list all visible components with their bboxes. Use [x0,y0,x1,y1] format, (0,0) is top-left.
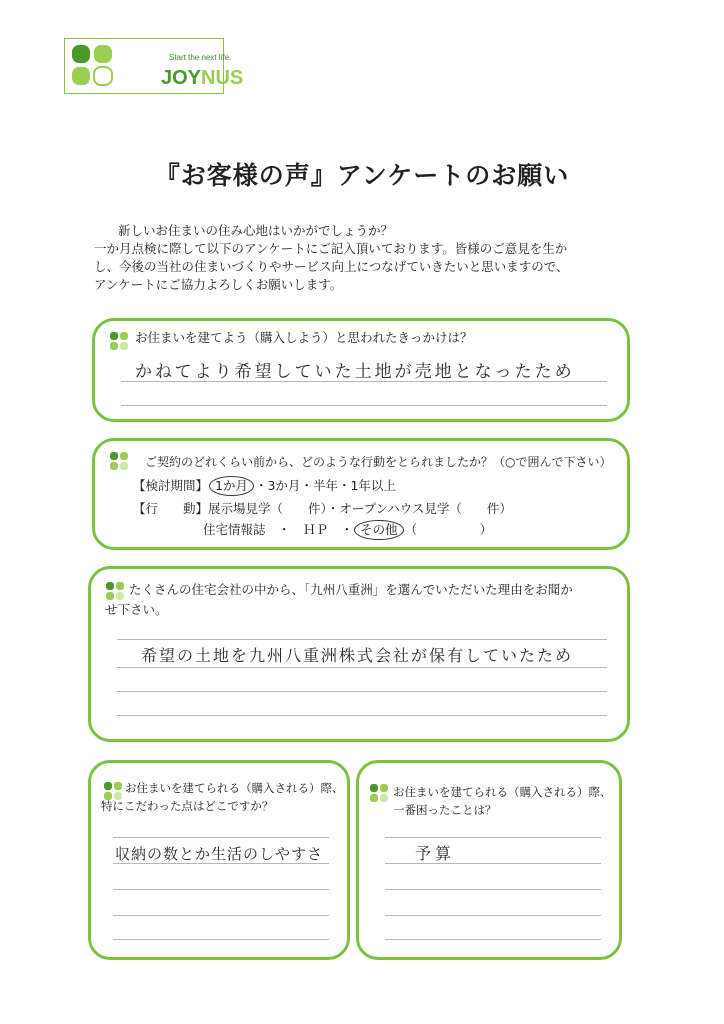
question-box-4 [88,760,350,960]
answer-line [117,715,607,716]
clover-logo-icon [70,43,114,89]
answer-5: 予算 [415,844,456,863]
action-row-2 [203,520,492,540]
answer-line [113,863,329,864]
intro-line-3: し、今後の当社の住まいづくりやサービス向上につなげていきたいと思いますので、 [94,259,569,274]
question-box-3 [88,566,630,742]
answer-line [113,939,329,940]
period-option: 1年以上 [350,478,396,493]
logo-tagline: Start the next life. [169,53,232,62]
question-box-1 [92,318,630,422]
separator: ・ [326,501,340,516]
intro-line-4: アンケートにご協力よろしくお願いします。 [94,277,343,292]
period-option-selected: 1か月 [209,476,254,496]
period-option: 3か月 [267,478,301,493]
answer-4: 収納の数とか生活のしやすさ [115,845,324,863]
answer-1: かねてより希望していた土地が売地となったため [135,362,575,382]
question-4-text-line-1: お住まいを建てられる（購入される）際、 [125,781,344,795]
question-1-text: お住まいを建てよう（購入しよう）と思われたきっかけは？ [135,330,473,345]
separator: ・ [278,522,291,537]
period-label: 【検討期間】 [133,478,209,493]
answer-line [385,889,601,890]
company-logo [64,38,244,94]
page-title: 『お客様の声』アンケートのお願い [154,161,570,190]
separator: ・ [300,478,313,493]
action-row-1 [133,500,512,518]
answer-line [385,915,601,916]
action-option: 展示場見学（ 件） [208,501,327,516]
answer-line [117,691,607,692]
action-option: オープンハウス見学（ 件） [339,501,512,516]
answer-line [117,667,607,668]
answer-3: 希望の土地を九州八重洲株式会社が保有していたため [141,646,574,665]
separator: ・ [337,478,351,493]
intro-line-2: 一か月点検に際して以下のアンケートにご記入頂いております。皆様のご意見を生か [94,241,568,256]
action-option: ＨＰ [303,522,329,537]
answer-line [385,837,601,838]
question-3-text-line-2: せ下さい。 [105,602,168,617]
question-4-text-line-2: 特にこだわった点はどこですか？ [101,799,274,813]
clover-bullet-icon [369,783,389,803]
answer-line [385,863,601,864]
action-option: （ ） [404,522,493,537]
answer-line [113,915,329,916]
separator: ・ [254,478,268,493]
separator: ・ [340,522,354,537]
answer-line [385,939,601,940]
question-2-text: ご契約のどれくらい前から、どのような行動をとられましたか？（○で囲んで下さい） [145,455,612,469]
question-5-text-line-1: お住まいを建てられる（購入される）際、 [393,785,612,799]
question-3-text-line-1: たくさんの住宅会社の中から、「九州八重洲」を選んでいただいた理由をお聞か [129,582,573,597]
question-box-5 [356,760,622,960]
period-row [133,476,396,496]
answer-line [113,889,329,890]
clover-bullet-icon [109,451,129,471]
intro-line-1: 新しいお住まいの住み心地はいかがでしょうか？ [118,223,394,238]
clover-bullet-icon [109,331,129,351]
question-5-text-line-2: 一番困ったことは？ [393,803,497,817]
action-label: 【行 動】 [133,501,209,516]
answer-line [121,405,607,406]
action-option-selected: その他 [354,520,404,540]
question-box-2 [92,438,630,550]
clover-bullet-icon [105,581,125,601]
logo-name-a: JOY [161,67,202,89]
answer-line [113,837,329,838]
intro-text [94,222,654,294]
logo-name-b: NUS [201,67,244,89]
action-option: 住宅情報誌 [203,522,266,537]
answer-line [121,381,607,382]
answer-line [117,639,607,640]
period-option: 半年 [312,478,338,493]
logo-wordmark [161,67,243,90]
